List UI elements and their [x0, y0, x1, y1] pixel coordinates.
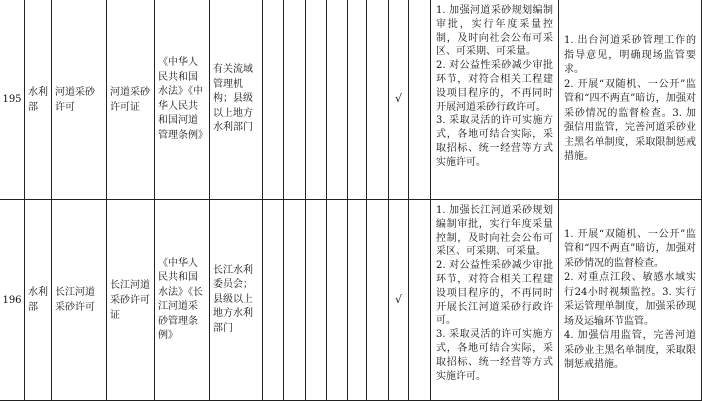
item-name-cell: 长江河道采砂许可 — [52, 200, 107, 401]
license-cell: 长江河道采砂许可证 — [107, 200, 155, 401]
empty-cell — [284, 200, 306, 401]
empty-cell — [367, 200, 389, 401]
empty-cell — [327, 200, 348, 401]
authority-cell: 长江水利委员会；县级以上地方水利部门 — [210, 200, 263, 401]
authority-cell: 有关流域管理机构；县级以上地方水利部门 — [210, 0, 263, 200]
empty-cell — [409, 200, 431, 401]
license-cell: 河道采砂许可证 — [107, 0, 155, 200]
check-mark: √ — [389, 200, 409, 401]
empty-cell — [263, 200, 284, 401]
department-cell: 水利部 — [25, 200, 52, 401]
table-row — [0, 200, 702, 401]
department-cell: 水利部 — [25, 0, 52, 200]
check-mark: √ — [389, 0, 409, 200]
empty-cell — [409, 0, 431, 200]
table-row — [0, 0, 702, 200]
empty-cell — [306, 0, 327, 200]
empty-cell — [327, 0, 348, 200]
supervision-measures-cell: 1. 出台河道采砂管理工作的指导意见，明确现场监管要求。 2. 开展“双随机、一公开”监管和“四不两直”暗访，加强对采砂情况的监督检查。3. 加强信用监管，完善河道采砂业主黑名单制度，采取限制惩戒措施。 — [559, 0, 702, 200]
empty-cell — [348, 200, 367, 401]
legal-basis-cell: 《中华人民共和国水法》《长江河道采砂管理条例》 — [155, 200, 210, 401]
reform-measures-cell: 1. 加强长江河道采砂规划编制审批，实行年度采量控制，及时向社会公布可采区、可采期、可采量。 2. 对公益性采砂减少审批环节，对符合相关工程建设项目程序的，不再同时开展长江河道采砂行政许可。 3. 采取灵活的许可实施方式，各地可结合实际，采取招标、统一经营等方式实施许可。 — [431, 200, 559, 401]
empty-cell — [306, 200, 327, 401]
legal-basis-cell: 《中华人民共和国水法》《中华人民共和国河道管理条例》 — [155, 0, 210, 200]
item-name-cell: 河道采砂许可 — [52, 0, 107, 200]
reform-measures-cell: 1. 加强河道采砂规划编制审批，实行年度采量控制，及时向社会公布可采区、可采期、可采量。 2. 对公益性采砂减少审批环节，对符合相关工程建设项目程序的，不再同时开展河道采砂行政许可。 3. 采取灵活的许可实施方式，各地可结合实际，采取招标、统一经营等方式实施许可。 — [431, 0, 559, 200]
row-number: 196 — [0, 200, 25, 401]
supervision-measures-cell: 1. 开展“双随机、一公开”监管和“四不两直”暗访，加强对采砂情况的监督检查。 2. 对重点江段、敏感水域实行24小时视频监控。3. 实行采运管理单制度，加强采砂现场及运输环节监管。 4. 加强信用监管，完善河道采砂业主黑名单制度，采取限制惩戒措施。 — [559, 200, 702, 401]
empty-cell — [284, 0, 306, 200]
empty-cell — [348, 0, 367, 200]
empty-cell — [367, 0, 389, 200]
empty-cell — [263, 0, 284, 200]
row-number: 195 — [0, 0, 25, 200]
